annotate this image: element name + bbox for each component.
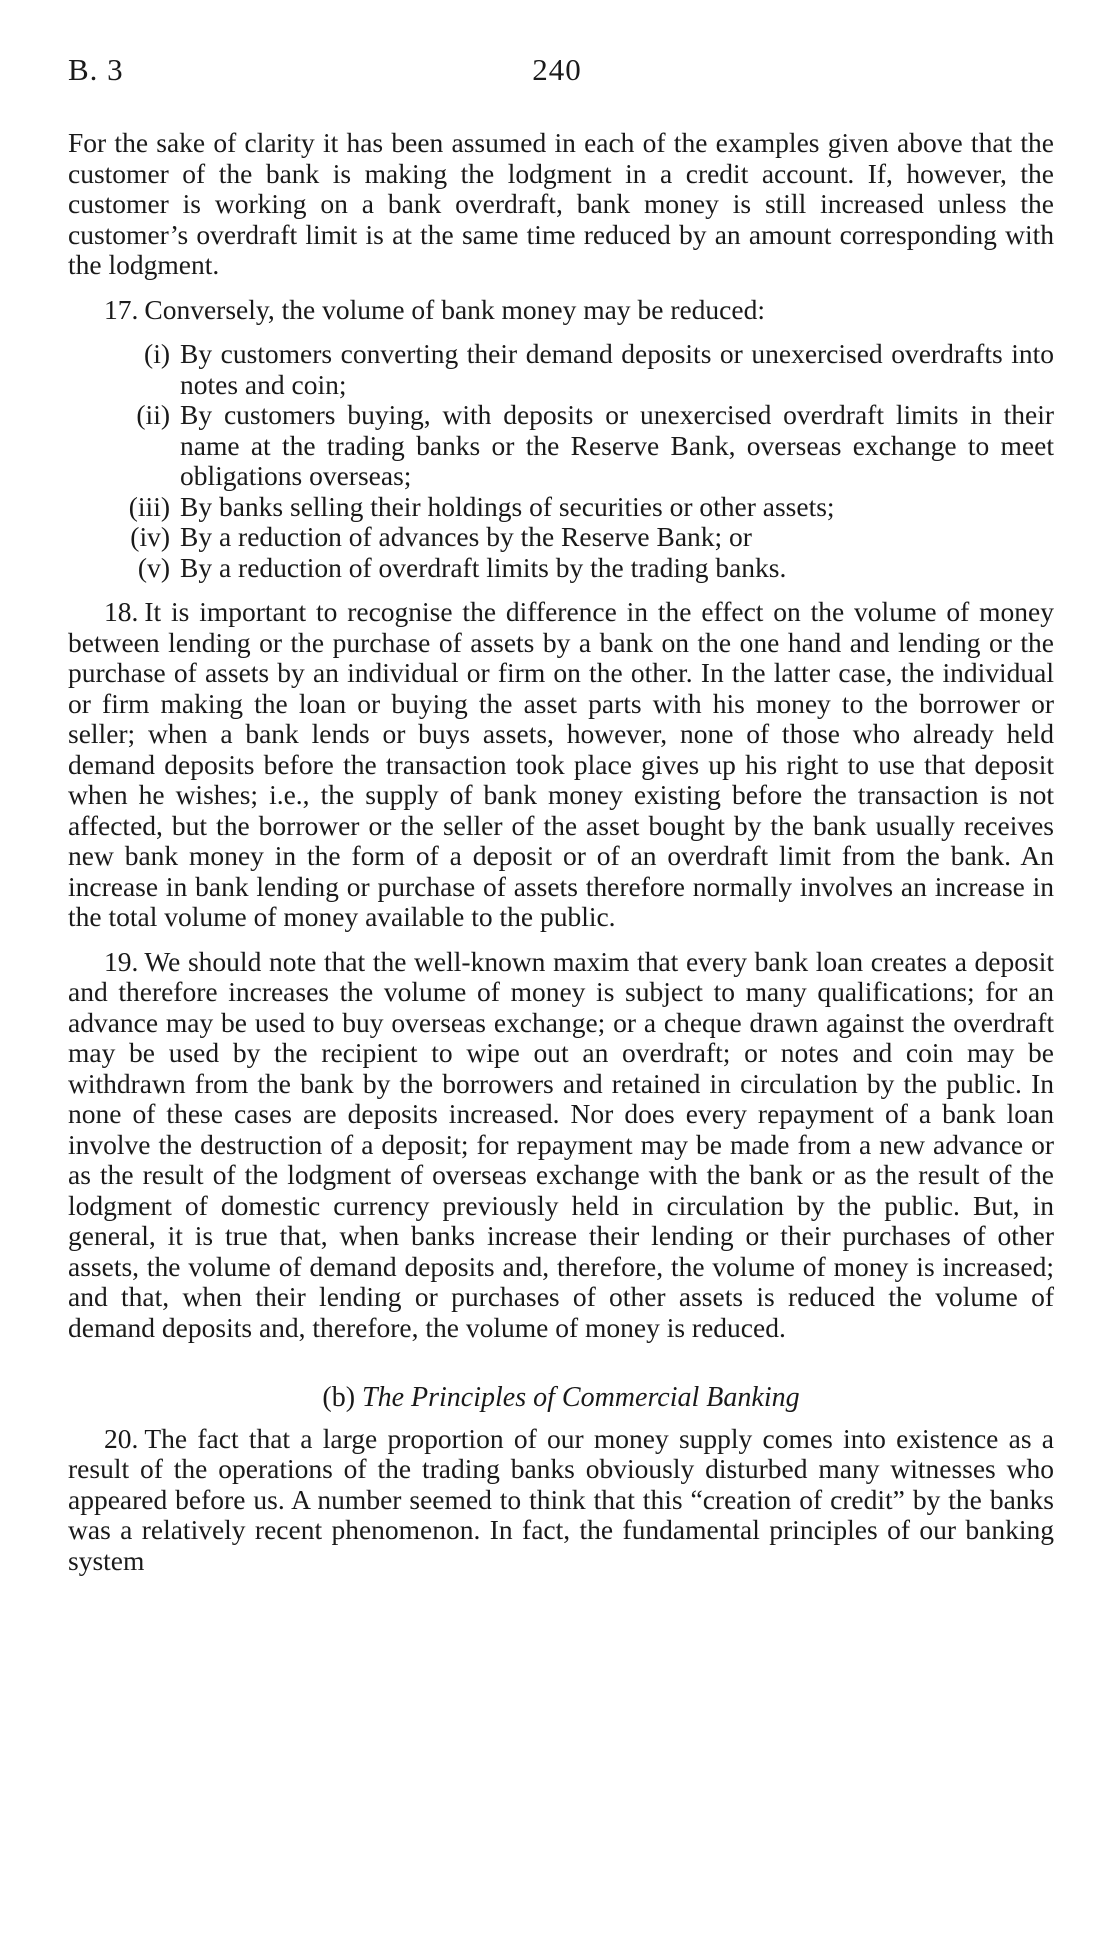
paragraph-19-text: We should note that the well-known maxim that every bank loan creates a deposit and therefore increases the volume of money is subject to many qualifications; for an advance may be used to buy overseas exchange; or a cheque drawn against the overdraft may be used by the recipient to wipe out an overdraft; or notes and coin may be withdrawn from the bank by the borrowers and retained in circulation by the public. In none of these cases are deposits increased. Nor does every repayment of a bank loan involve the destruction of a deposit; for repayment may be made from a new advance or as the result of the lodgment of overseas exchange with the bank or as the result of the lodgment of domestic currency previously held in circulation by the public. But, in general, it is true that, when banks increase their lending or their purchases of other assets, the volume of demand deposits and, therefore, the volume of money is increased; and that, when their lending or purchases of other assets is reduced the volume of demand deposits and, therefore, the volume of money is reduced.	[68, 945, 1054, 1343]
section-code: B. 3	[68, 52, 124, 87]
section-heading-title: The Principles of Commercial Banking	[362, 1382, 800, 1413]
list-item-text: By customers buying, with deposits or unexercised overdraft limits in their name at the trading banks or the Reserve Bank, overseas exchange to meet obligations overseas;	[180, 399, 1054, 491]
list-item-text: By banks selling their holdings of securities or other assets;	[180, 490, 835, 522]
paragraph-intro: For the sake of clarity it has been assumed in each of the examples given above that the customer of the bank is making the lodgment in a credit account. If, however, the customer is working on a bank overdraft, bank money is still increased unless the customer’s overdraft limit is at the same time reduced by an amount corresponding with the lodgment.	[68, 127, 1054, 280]
paragraph-18-text: It is important to recognise the difference in the effect on the volume of money between lending or the purchase of assets by a bank on the one hand and lending or the purchase of assets by an individual or firm on the other. In the latter case, the individual or firm making the loan or buying the asset parts with his money to the borrower or seller; when a bank lends or buys assets, however, none of those who already held demand deposits before the transaction took place gives up his right to use that deposit when he wishes; i.e., the supply of bank money existing before the transaction is not affected, but the borrower or the seller of the asset bought by the bank usually receives new bank money in the form of a deposit or of an overdraft limit from the bank. An increase in bank lending or purchase of assets therefore normally involves an increase in the total volume of money available to the public.	[68, 596, 1054, 932]
list-item-text: By a reduction of advances by the Reserve Bank; or	[180, 521, 752, 552]
paragraph-18-number: 18.	[104, 596, 139, 627]
body-text	[68, 128, 1054, 1590]
section-heading	[68, 1383, 1054, 1414]
list-item-marker: (iv)	[130, 521, 170, 552]
paragraph-19	[68, 947, 1054, 1344]
list-item	[68, 522, 1054, 553]
paragraph-17-number: 17.	[104, 293, 139, 325]
paragraph-20	[68, 1424, 1054, 1577]
paragraph-18	[68, 597, 1054, 933]
paragraph-17-text: Conversely, the volume of bank money may be reduced:	[144, 293, 765, 325]
paragraph-17	[68, 295, 1054, 326]
list-item	[68, 400, 1054, 492]
paragraph-20-number: 20.	[104, 1422, 139, 1454]
list-item-marker: (i)	[144, 338, 170, 369]
list-item-marker: (ii)	[136, 399, 170, 430]
list-item	[68, 339, 1054, 400]
list-item	[68, 492, 1054, 523]
list-item-marker: (iii)	[128, 490, 170, 522]
list-item-text: By customers converting their demand deposits or unexercised overdrafts into notes and coin;	[180, 338, 1054, 400]
reduction-list	[68, 339, 1054, 583]
list-item-text: By a reduction of overdraft limits by the trading banks.	[180, 551, 787, 583]
list-item-marker: (v)	[137, 551, 170, 583]
page-number: 240	[532, 52, 582, 87]
list-item	[68, 553, 1054, 584]
paragraph-19-number: 19.	[104, 945, 139, 977]
section-heading-marker: (b)	[322, 1382, 356, 1413]
paragraph-20-text: The fact that a large proportion of our money supply comes into existence as a result of the operations of the trading banks obviously disturbed many witnesses who appeared before us. A number seemed to think that this “creation of credit” by the banks was a relatively recent phenomenon. In fact, the fundamental principles of our banking system	[68, 1422, 1054, 1576]
